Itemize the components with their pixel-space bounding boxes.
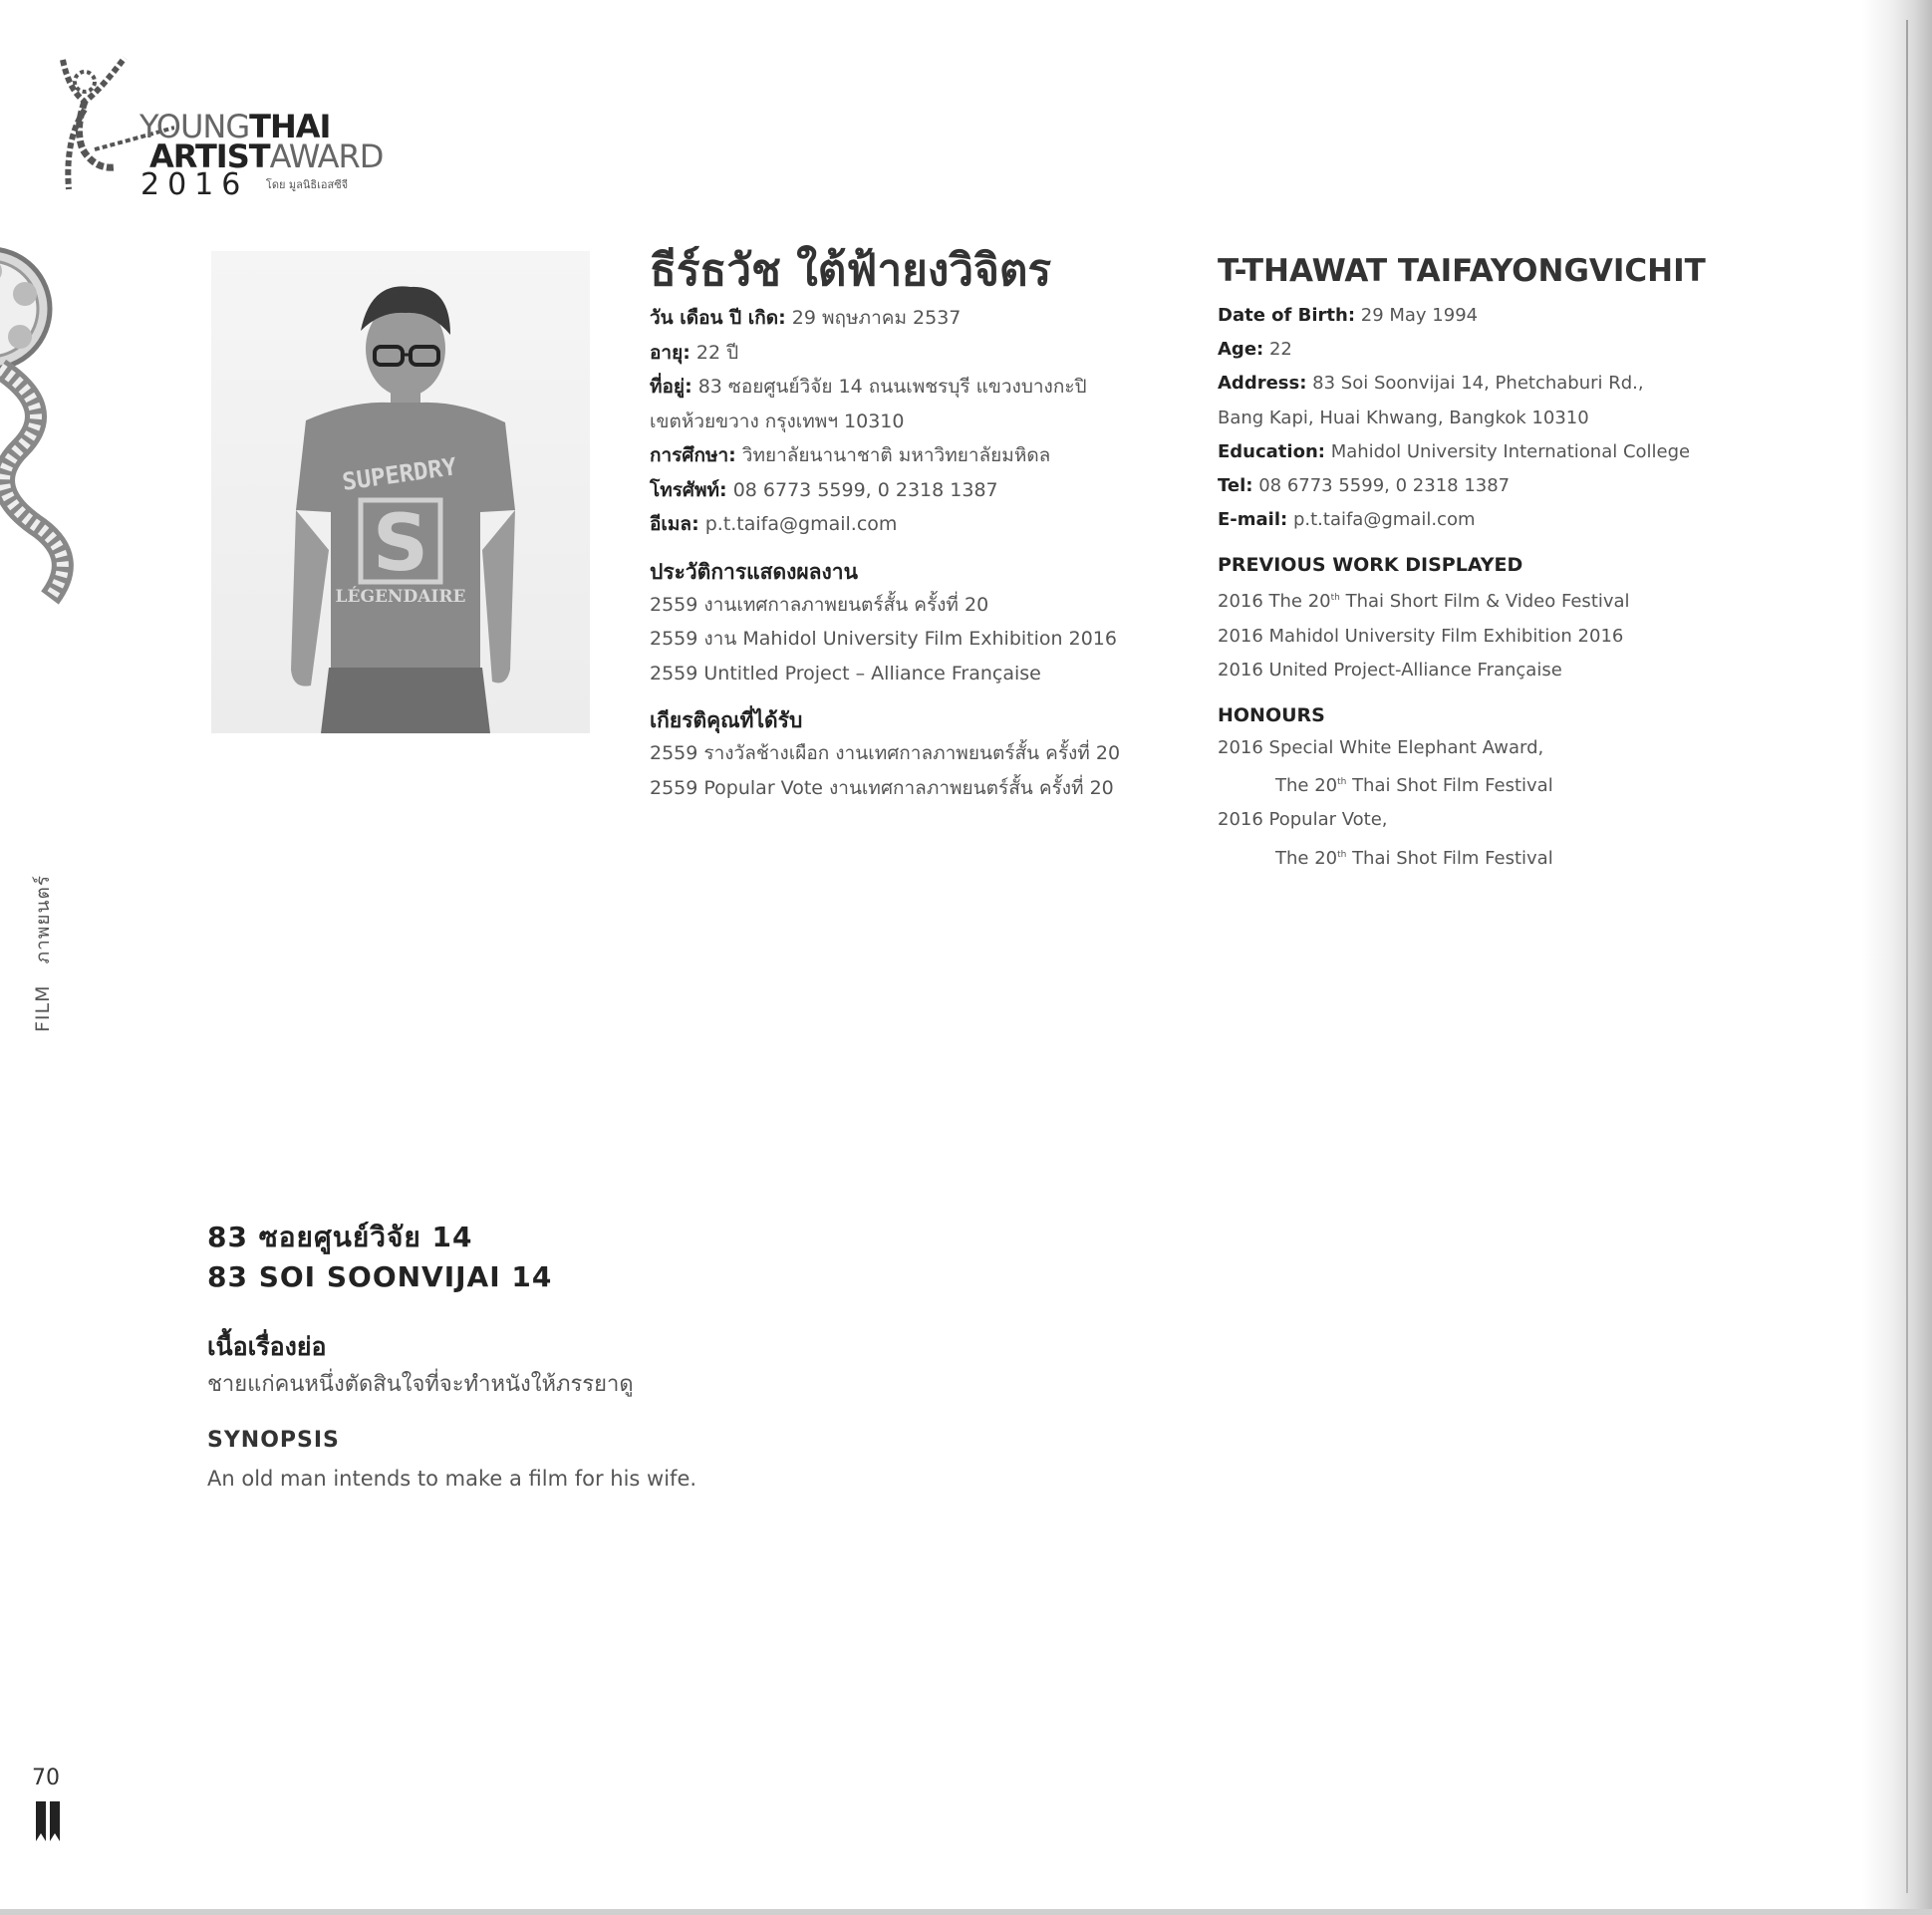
synopsis-heading-thai: เนื้อเรื่องย่อ — [207, 1332, 327, 1361]
svg-text:SUPERDRY: SUPERDRY — [340, 452, 459, 496]
dob-row-thai: วัน เดือน ปี เกิด: 29 พฤษภาคม 2537 — [650, 307, 962, 329]
page-number: 70 — [32, 1766, 60, 1790]
logo-artist-award: ARTISTAWARD — [149, 137, 384, 175]
section-side-label: FILM ภาพยนตร์ — [32, 874, 54, 1032]
education-row-english: Education: Mahidol University International College — [1218, 440, 1691, 462]
exhibition-item-english: 2016 Mahidol University Film Exhibition 2016 — [1218, 625, 1624, 647]
svg-text:S: S — [372, 499, 429, 589]
email-row-english: E-mail: p.t.taifa@gmail.com — [1218, 509, 1476, 531]
honour-item-thai: 2559 รางวัลช้างเผือก งานเทศกาลภาพยนตร์สั้น ครั้งที่ 20 — [650, 742, 1121, 764]
tel-row-thai: โทรศัพท์: 08 6773 5599, 0 2318 1387 — [650, 478, 998, 501]
honour-item-english: 2016 Popular Vote, — [1218, 809, 1388, 831]
film-reel-icon — [0, 239, 110, 618]
film-title-thai: 83 ซอยศูนย์วิจัย 14 — [207, 1221, 473, 1253]
synopsis-text-english: An old man intends to make a film for his wife. — [207, 1467, 697, 1491]
artist-name-english: T-THAWAT TAIFAYONGVICHIT — [1218, 253, 1706, 289]
age-row-english: Age: 22 — [1218, 339, 1292, 361]
synopsis-text-thai: ชายแก่คนหนึ่งตัดสินใจที่จะทำหนังให้ภรรยาดู — [207, 1372, 634, 1397]
address-row-english-line2: Bang Kapi, Huai Khwang, Bangkok 10310 — [1218, 407, 1589, 428]
address-row-thai: ที่อยู่: 83 ซอยศูนย์วิจัย 14 ถนนเพชรบุรี แขวงบางกะปิ — [650, 376, 1087, 398]
exhibition-item-english: 2016 United Project-Alliance Française — [1218, 659, 1562, 681]
honour-item-thai: 2559 Popular Vote งานเทศกาลภาพยนตร์สั้น ครั้งที่ 20 — [650, 776, 1114, 799]
exhibition-item-thai: 2559 งาน Mahidol University Film Exhibition 2016 — [650, 628, 1117, 650]
page-binding-line — [1906, 20, 1908, 1893]
exhibition-item-thai: 2559 งานเทศกาลภาพยนตร์สั้น ครั้งที่ 20 — [650, 593, 989, 616]
education-row-thai: การศึกษา: วิทยาลัยนานาชาติ มหาวิทยาลัยมหิดล — [650, 444, 1051, 466]
bookmark-icon — [34, 1801, 64, 1841]
exhibitions-heading-english: PREVIOUS WORK DISPLAYED — [1218, 554, 1523, 577]
address-row-english: Address: 83 Soi Soonvijai 14, Phetchaburi Rd., — [1218, 373, 1644, 395]
svg-text:LÉGENDAIRE: LÉGENDAIRE — [335, 587, 466, 607]
email-row-thai: อีเมล: p.t.taifa@gmail.com — [650, 513, 898, 535]
logo-year: 2016 $^{โดย มูลนิธิเอสซีจี}$ — [140, 167, 349, 202]
logo-young-thai: YOUNGTHAI — [139, 108, 331, 145]
young-thai-artist-award-logo — [55, 50, 384, 202]
exhibitions-heading-thai: ประวัติการแสดงผลงาน — [650, 559, 858, 584]
exhibition-item-thai: 2559 Untitled Project – Alliance Française — [650, 662, 1041, 684]
artist-name-thai: ธีร์ธวัช ใต้ฟ้ายงวิจิตร — [650, 245, 1052, 296]
artist-info-english — [1218, 249, 1776, 876]
artist-portrait-photo — [211, 251, 590, 733]
synopsis-heading-english: SYNOPSIS — [207, 1428, 340, 1453]
dob-row-english: Date of Birth: 29 May 1994 — [1218, 305, 1479, 326]
page-bottom-edge — [0, 1909, 1932, 1915]
honour-item-english-line2: The 20th Thai Shot Film Festival — [1275, 775, 1553, 797]
exhibition-item-english: 2016 The 20th Thai Short Film & Video Festival — [1218, 591, 1630, 613]
film-info — [207, 1218, 1104, 1499]
honour-item-english-line2: The 20th Thai Shot Film Festival — [1275, 847, 1553, 869]
honour-item-english: 2016 Special White Elephant Award, — [1218, 737, 1544, 759]
artist-info-thai — [650, 243, 1208, 805]
address-row-thai-line2: เขตห้วยขวาง กรุงเทพฯ 10310 — [650, 410, 905, 432]
film-title-english: 83 SOI SOONVIJAI 14 — [207, 1260, 553, 1293]
honours-heading-english: HONOURS — [1218, 704, 1325, 727]
tel-row-english: Tel: 08 6773 5599, 0 2318 1387 — [1218, 475, 1511, 497]
honours-heading-thai: เกียรติคุณที่ได้รับ — [650, 708, 803, 732]
age-row-thai: อายุ: 22 ปี — [650, 341, 739, 364]
page-gutter-shadow — [1862, 0, 1932, 1915]
